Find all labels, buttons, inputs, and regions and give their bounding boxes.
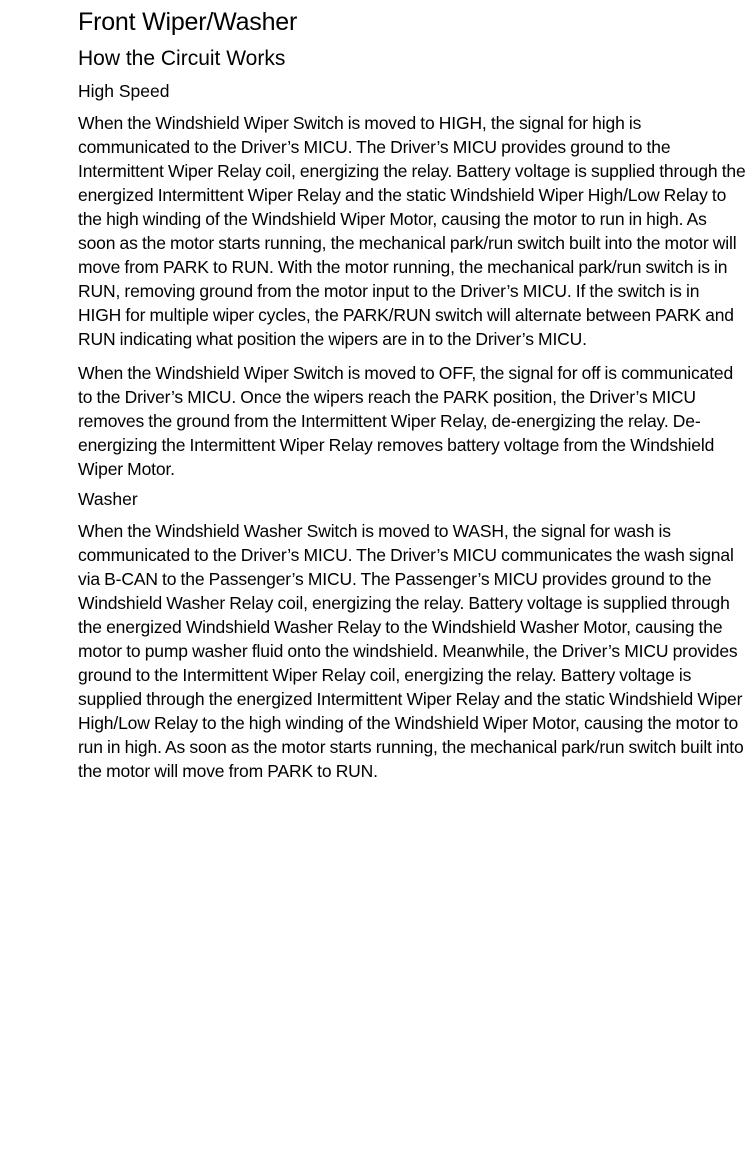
section-washer (78, 487, 746, 783)
document-subtitle: How the Circuit Works (78, 47, 286, 70)
document-title: Front Wiper/Washer (78, 8, 298, 36)
document-page (78, 6, 746, 783)
section-heading-high-speed: High Speed (78, 81, 170, 101)
section-high-speed (78, 79, 746, 481)
paragraph-high-speed-1: When the Windshield Wiper Switch is moved to HIGH, the signal for high is communicated to the Driver’s MICU. The Driver’s MICU provides ground to the Intermittent Wiper Relay coil, energizing the relay. Battery voltage is supplied through the energized Intermittent Wiper Relay and the static Windshield Wiper High/Low Relay to the high winding of the Windshield Wiper Motor, causing the motor to run in high. As soon as the motor starts running, the mechanical park/run switch built into the motor will move from PARK to RUN. With the motor running, the mechanical park/run switch is in RUN, removing ground from the motor input to the Driver’s MICU. If the switch is in HIGH for multiple wiper cycles, the PARK/RUN switch will alternate between PARK and RUN indicating what position the wipers are in to the Driver’s MICU. (78, 113, 746, 349)
paragraph-washer-1: When the Windshield Washer Switch is moved to WASH, the signal for wash is communicated to the Driver’s MICU. The Driver’s MICU communicates the wash signal via B-CAN to the Passenger’s MICU. The Passenger’s MICU provides ground to the Windshield Washer Relay coil, energizing the relay. Battery voltage is supplied through the energized Windshield Washer Relay to the Windshield Washer Motor, causing the motor to pump washer fluid onto the windshield. Meanwhile, the Driver’s MICU provides ground to the Intermittent Wiper Relay coil, energizing the relay. Battery voltage is supplied through the energized Intermittent Wiper Relay and the static Windshield Wiper High/Low Relay to the high winding of the Windshield Wiper Motor, causing the motor to run in high. As soon as the motor starts running, the mechanical park/run switch built into the motor will move from PARK to RUN. (78, 521, 744, 781)
section-heading-washer: Washer (78, 489, 138, 509)
paragraph-high-speed-2: When the Windshield Wiper Switch is moved to OFF, the signal for off is communicated to the Driver’s MICU. Once the wipers reach the PARK position, the Driver’s MICU removes the ground from the Intermittent Wiper Relay, de-energizing the relay. De-energizing the Intermittent Wiper Relay removes battery voltage from the Windshield Wiper Motor. (78, 363, 734, 479)
